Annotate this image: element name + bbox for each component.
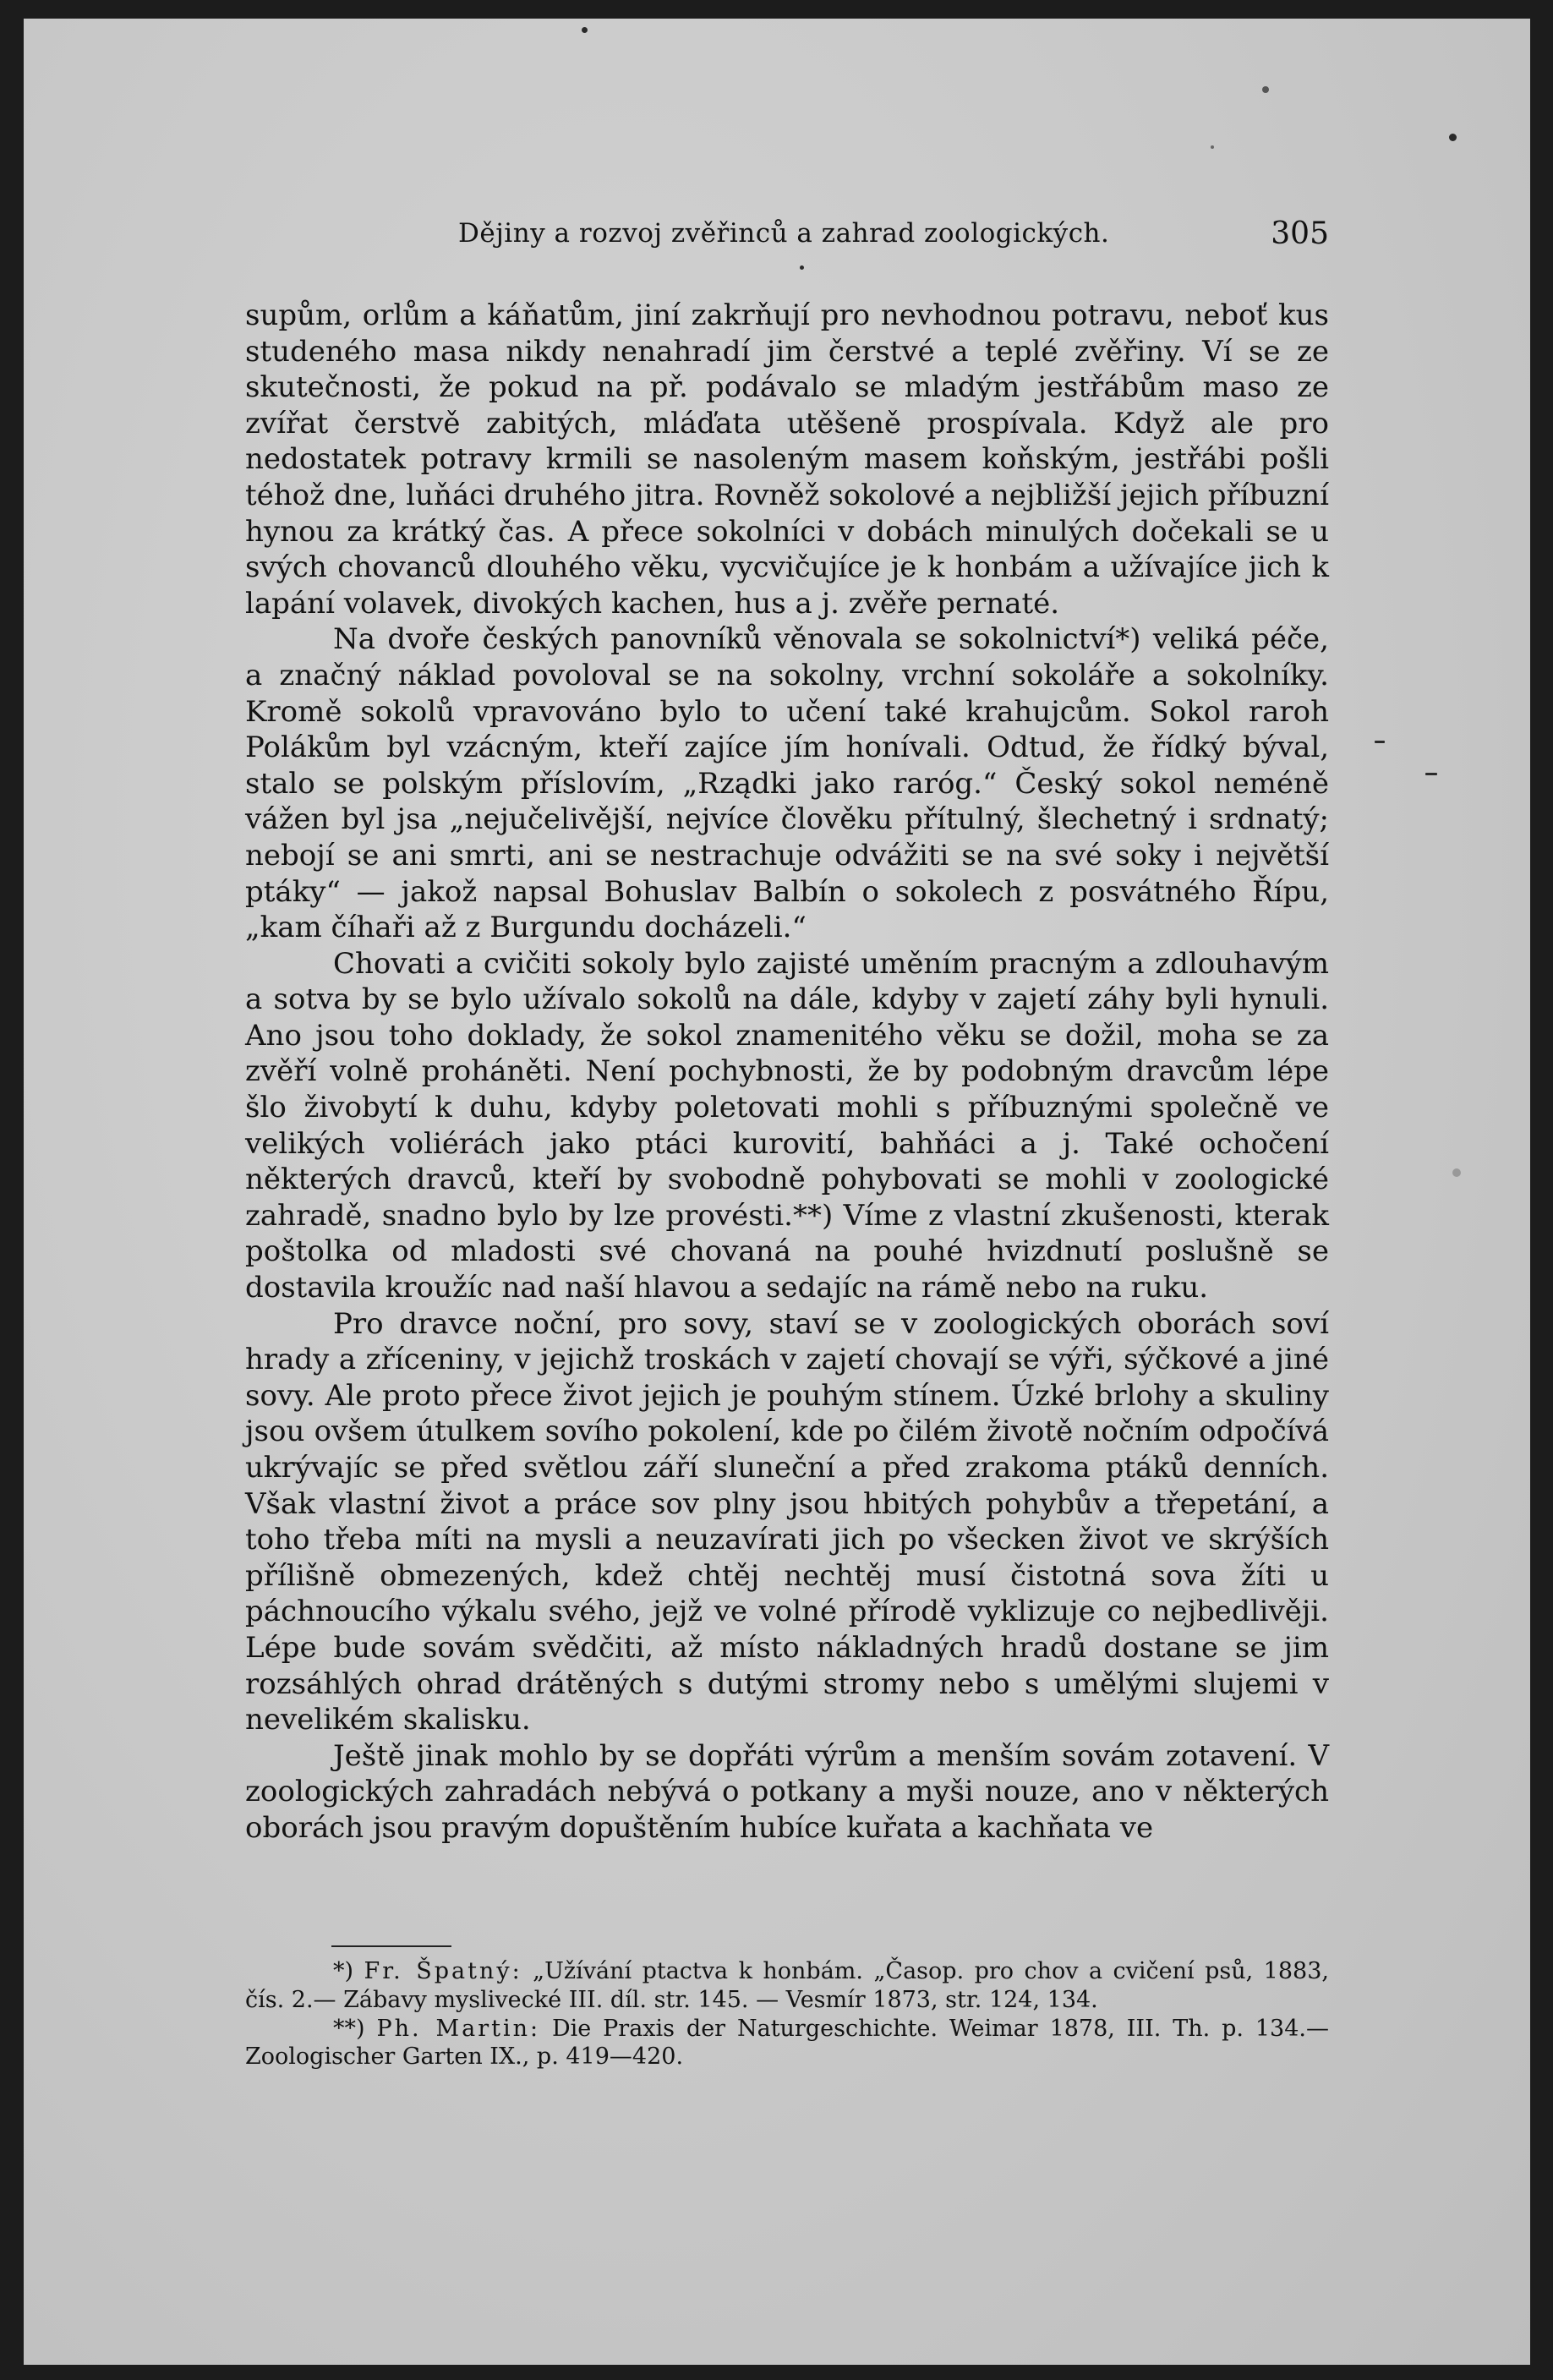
paragraph: supům, orlům a káňatům, jiní zakrňují pro nevhodnou potravu, neboť kus studeného masa nikdy nenahradí jim čerstvé a teplé zvěřiny. Ví se ze skutečnosti, že pokud na př. podávalo se mladým jestřábům maso ze zvířat čerstvě zabitých, mláďata utěšeně prospívala. Když ale pro nedostatek potravy krmili se nasoleným masem koňským, jestřábi pošli téhož dne, luňáci druhého jitra. Rovněž sokolové a nejbližší jejich příbuzní hynou za krátký čas. A přece sokolníci v dobách minulých dočekali se u svých chovanců dlouhého věku, vycvičujíce je k honbám a užívajíce jich k lapání volavek, divokých kachen, hus a j. zvěře pernaté. <box>245 298 1330 621</box>
book-page <box>24 19 1530 2365</box>
page-number: 305 <box>1271 216 1329 251</box>
footnote-text: „Užívání ptactva k honbám. „Časop. pro chov a cvičení psů, 1883, čís. 2.— Zábavy myslivecké III. díl. str. 145. — Vesmír 1873, str. 124, 134. <box>245 1958 1329 2013</box>
footnote-text: Die Praxis der Naturgeschichte. Weimar 1878, III. Th. p. 134.— Zoologischer Garten IX., p. 419—420. <box>245 2015 1329 2071</box>
body-text <box>245 298 1329 1847</box>
footnote-author: Fr. Špatný: <box>364 1958 522 1984</box>
scan-speck <box>1211 145 1214 149</box>
footnote-divider <box>331 1945 451 1947</box>
running-header <box>458 208 1329 259</box>
scan-speck <box>1449 134 1457 141</box>
scan-speck <box>1452 1168 1461 1177</box>
scan-speck <box>1375 741 1385 743</box>
paragraph: Ještě jinak mohlo by se dopřáti výrům a menším sovám zotavení. V zoologických zahradách nebývá o potkany a myši nouze, ano v některých oborách jsou pravým dopuštěním hubíce kuřata a kachňata ve <box>245 1738 1329 1845</box>
footnote <box>245 1957 1329 2015</box>
paragraph: Chovati a cvičiti sokoly bylo zajisté uměním pracným a zdlouhavým a sotva by se bylo užívalo sokolů na dále, kdyby v zajetí záhy byli hynuli. Ano jsou toho doklady, že sokol znamenitého věku se dožil, moha se za zvěří volně proháněti. Není pochybnosti, že by podobným dravcům lépe šlo živobytí k duhu, kdyby poletovati mohli s příbuznými společně ve velikých voliérách jako ptáci kurovití, bahňáci a j. Také ochočení některých dravců, kteří by svobodně pohybovati se mohli v zoologické zahradě, snadno bylo by lze provésti.**) Víme z vlastní zkušenosti, kterak poštolka od mladosti své chovaná na pouhé hvizdnutí poslušně se dostavila kroužíc nad naší hlavou a sedajíc na rámě nebo na ruku. <box>245 946 1329 1305</box>
footnote-marker: *) <box>333 1958 354 1984</box>
paragraph: Na dvoře českých panovníků věnovala se sokolnictví*) veliká péče, a značný náklad povoloval se na sokolny, vrchní sokoláře a sokolníky. Kromě sokolů vpravováno bylo to učení také krahujcům. Sokol raroh Polákům byl vzácným, kteří zajíce jím honívali. Odtud, že řídký býval, stalo se polským příslovím, „Rządki jako raróg.“ Český sokol neméně vážen byl jsa „nejučelivější, nejvíce člověku přítulný, šlechetný i srdnatý; nebojí se ani smrti, ani se nestrachuje odvážiti se na své soky i největší ptáky“ — jakož napsal Bohuslav Balbín o sokolech z posvátného Řípu, „kam číhaři až z Burgundu docházeli.“ <box>245 622 1329 945</box>
scan-speck <box>582 27 588 33</box>
scan-speck <box>1262 86 1269 93</box>
scan-speck <box>1425 773 1437 775</box>
footnote-marker: **) <box>333 2015 365 2042</box>
footnote-author: Ph. Martin: <box>376 2015 541 2042</box>
scan-speck <box>800 265 804 270</box>
footnote <box>245 2015 1329 2072</box>
paragraph: Pro dravce noční, pro sovy, staví se v zoologických oborách soví hrady a zříceniny, v jejichž troskách v zajetí chovají se výři, sýčkové a jiné sovy. Ale proto přece život jejich je pouhým stínem. Úzké brlohy a skuliny jsou ovšem útulkem sovího pokolení, kde po čilém životě nočním odpočívá ukrývajíc se před světlou září sluneční a před zrakoma ptáků denních. Však vlastní život a práce sov plny jsou hbitých pohybův a třepetání, a toho třeba míti na mysli a neuzavírati jich po všecken život ve skrýších přílišně obmezených, kdež chtěj nechtěj musí čistotná sova žíti u páchnoucího výkalu svého, jejž ve volné přírodě vyklizuje co nejbedlivěji. Lépe bude sovám svědčiti, až místo nákladných hradů dostane se jim rozsáhlých ohrad drátěných s dutými stromy nebo s umělými slujemi v nevelikém skalisku. <box>245 1306 1329 1737</box>
footnotes <box>245 1957 1329 2071</box>
running-title: Dějiny a rozvoj zvěřinců a zahrad zoologických. <box>458 218 1110 249</box>
